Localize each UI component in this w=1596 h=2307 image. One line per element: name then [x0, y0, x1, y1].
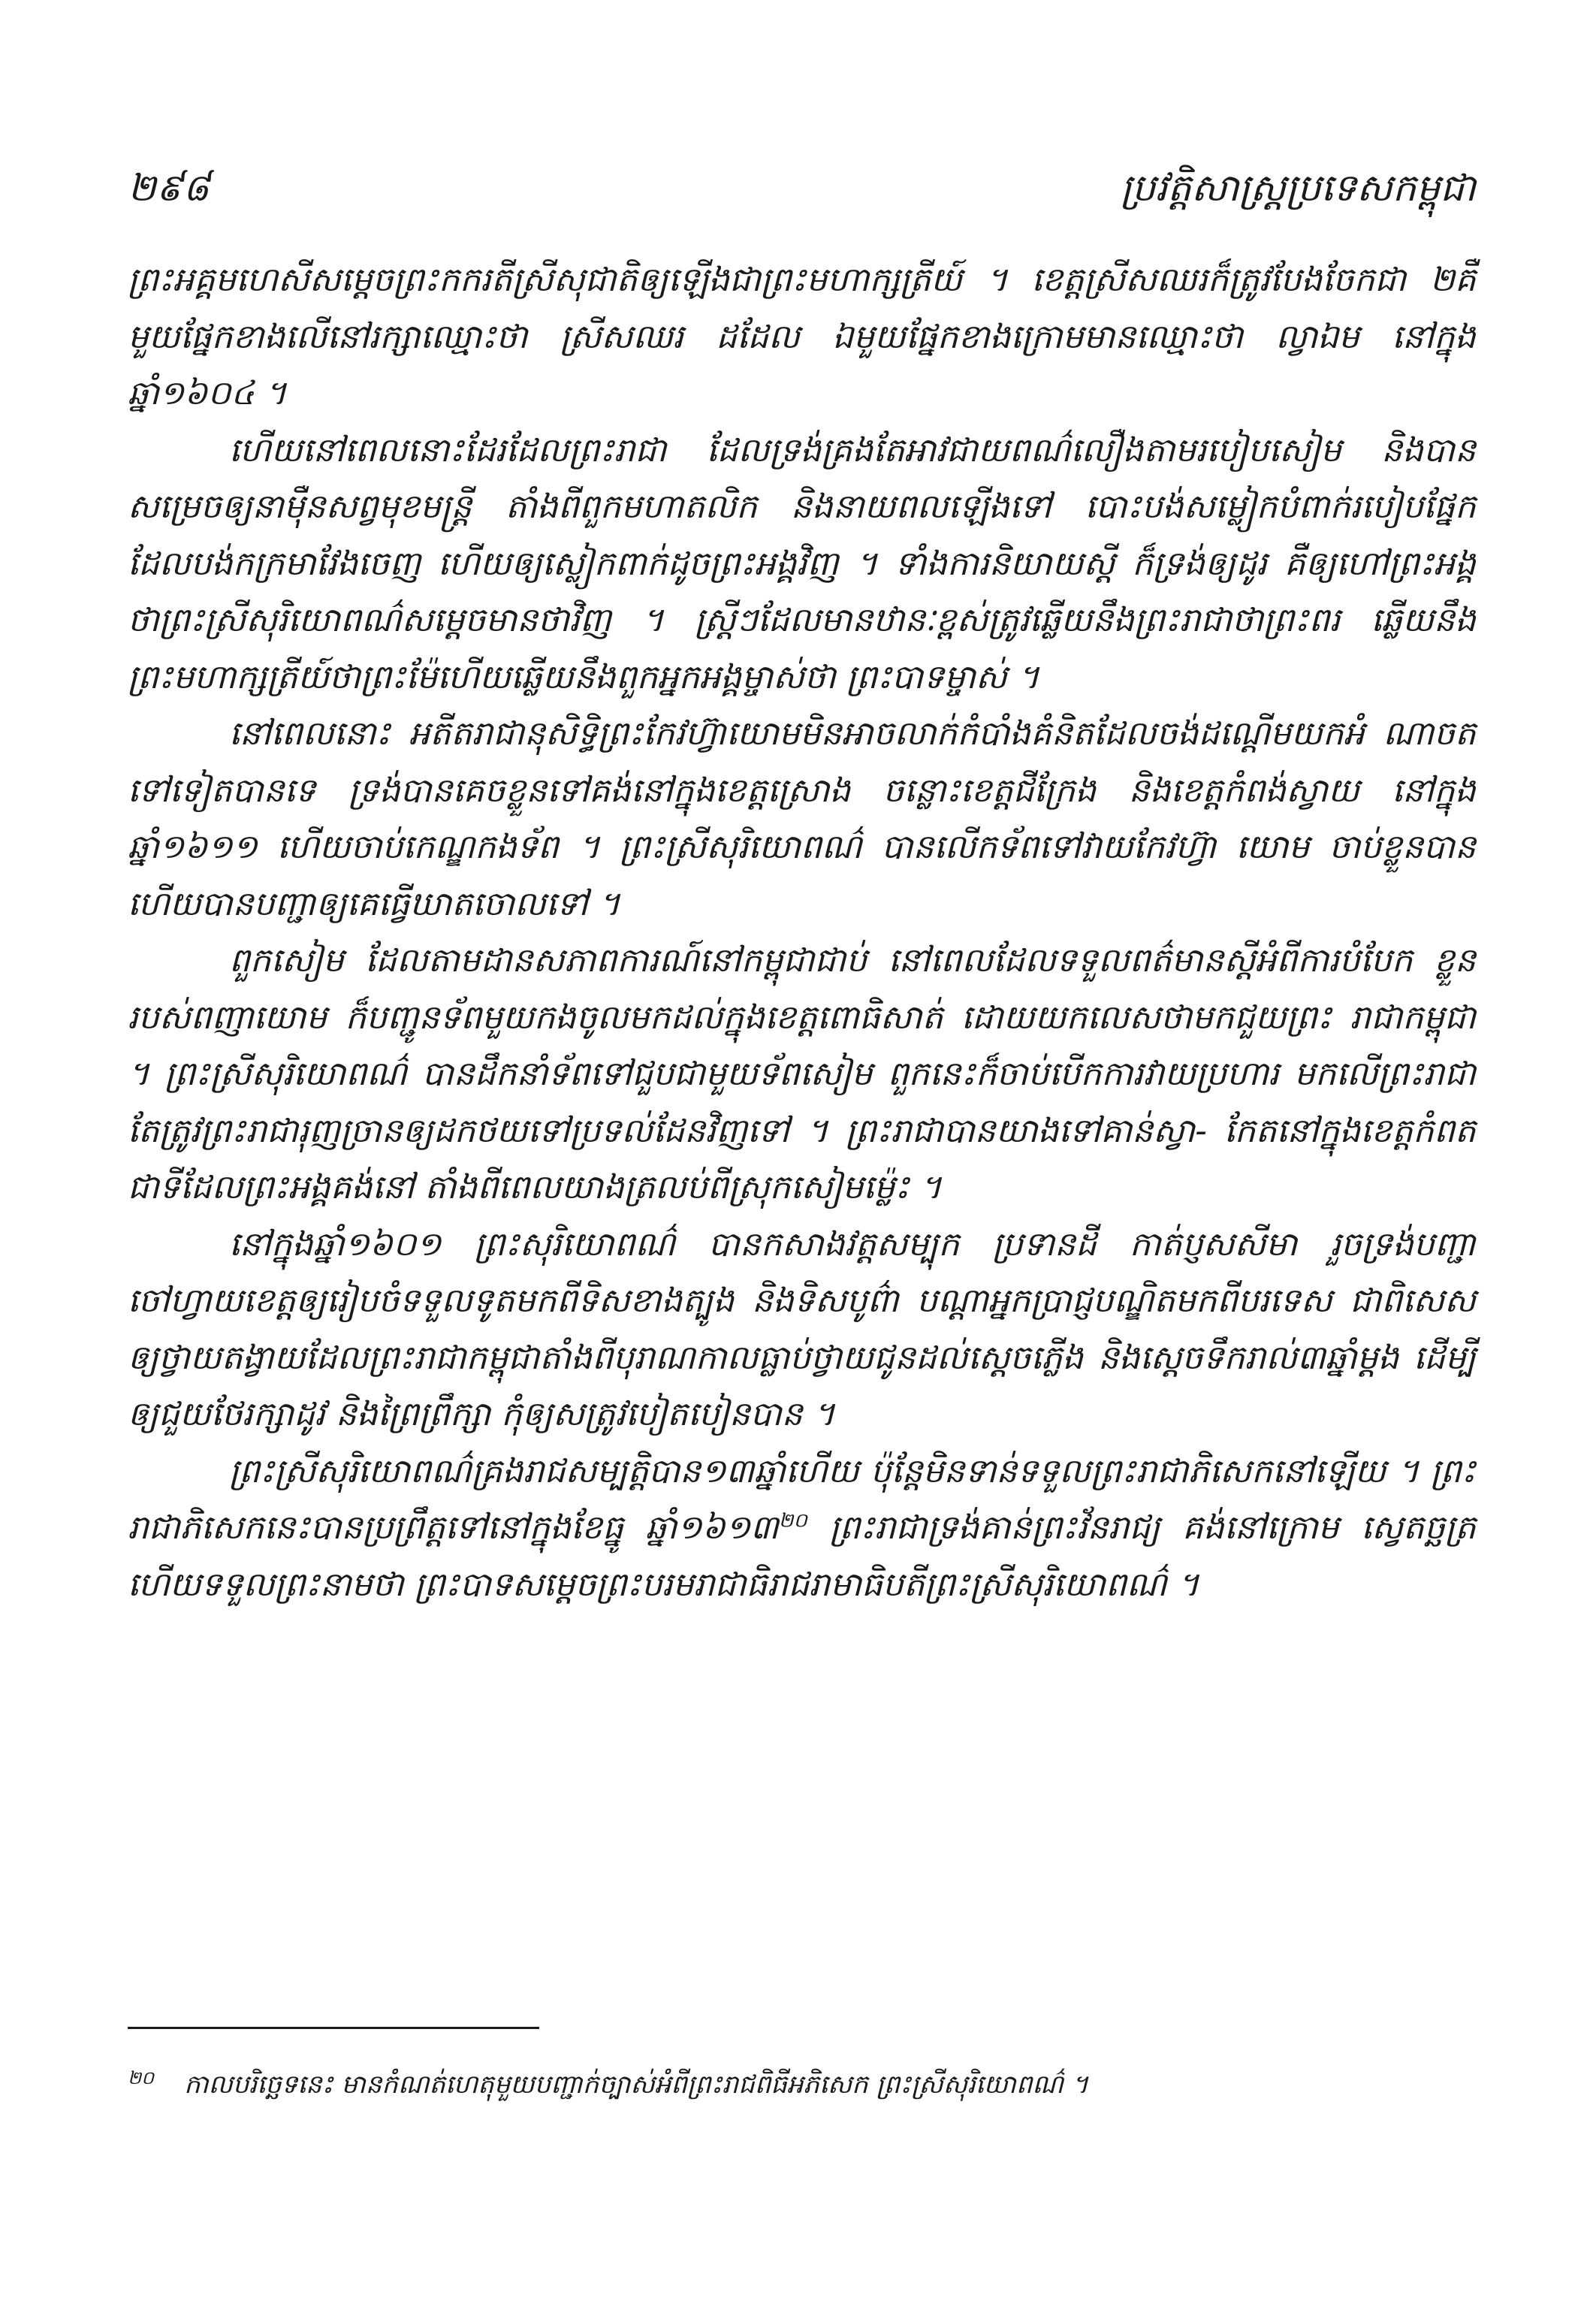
body-text [128, 252, 1476, 1613]
page-header [128, 154, 1476, 222]
footnote [128, 2062, 1476, 2107]
footnote-divider [128, 2027, 539, 2029]
footnote-number: ២០ [128, 2067, 155, 2088]
footnote-text: កាលបរិច្ឆេទនេះ មានកំណត់ហេតុមួយបញ្ជាក់ច្បាស់អំពីព្រះរាជពិធីអភិសេក ព្រះស្រីសុរិយោពណ៌ ។ [184, 2070, 1089, 2100]
paragraph-6: ព្រះស្រីសុរិយោពណ៌គ្រងរាជសម្បត្តិបាន១៣ឆ្នាំហើយ ប៉ុន្តែមិនទាន់ទទួលព្រះរាជាភិសេកនៅឡើយ ។ ព្រះរាជាភិសេកនេះបានប្រព្រឹត្តទៅនៅក្នុងខែធ្នូ ឆ្នាំ១៦១៣$^{២០}$ ព្រះរាជាទ្រង់គាន់ព្រះវ័នរាជ្យ គង់នៅក្រោម ស្វេតច្ឆត្រ ហើយទទួលព្រះនាមថា ព្រះបាទសម្តេចព្រះបរមរាជាធិរាជរាមាធិបតីព្រះស្រីសុរិយោពណ៌ ។ [128, 1451, 1476, 1604]
paragraph-5: នៅក្នុងឆ្នាំ១៦០១ ព្រះសុរិយោពណ៌ បានកសាងវត្តសម្បុក ប្រទានដី កាត់ប្ញសសីមា រួចទ្រង់បញ្ជា ចៅហ្វាយខេត្តឲ្យរៀបចំទទួលទូតមកពីទិសខាងត្បូង និងទិសបូព៌ា បណ្តាអ្នកប្រាជ្ញបណ្ឌិតមកពីបរទេស ជាពិសេស ឲ្យថ្វាយតង្វាយដែលព្រះរាជាកម្ពុជាតាំងពីបុរាណកាលធ្លាប់ថ្វាយជូនដល់ស្តេចភ្លើង និងស្តេចទឹករាល់៣ឆ្នាំម្តង ដើម្បីឲ្យជួយថែរក្សាដូវ និងព្រៃព្រឹក្សា កុំឲ្យសត្រូវបៀតបៀនបាន ។ [128, 1224, 1476, 1433]
page-number: ២៩៨ [128, 166, 210, 210]
paragraph-2: ហើយនៅពេលនោះដែរដែលព្រះរាជា ដែលទ្រង់គ្រងតែអាវជាយពណ៌លឿងតាមរបៀបសៀម និងបាន សម្រេចឲ្យនាម៉ឺនសព្វមុខមន្ត្រី តាំងពីពួកមហាតលិក និងនាយពលឡើងទៅ បោះបង់សម្លៀកបំពាក់របៀបផ្នែក ដែលបង់កក្រមាវែងចេញ ហើយឲ្យស្លៀកពាក់ដូចព្រះអង្គវិញ ។ ទាំងការនិយាយស្តី ក៏ទ្រង់ឲ្យដូរ គឺឲ្យហៅព្រះអង្គ ថាព្រះស្រីសុរិយោពណ៌សម្តេចមានថាវិញ ។ ស្ត្រីៗដែលមានឋានៈខ្ពស់ត្រូវឆ្លើយនឹងព្រះរាជាថាព្រះពរ ឆ្លើយនឹង ព្រះមហាក្សត្រីយ៍ថាព្រះម៉ែហើយឆ្លើយនឹងពួកអ្នកអង្គម្ចាស់ថា ព្រះបាទម្ចាស់ ។ [128, 430, 1476, 696]
running-title: ប្រវត្តិសាស្ត្រប្រទេសកម្ពុជា [1120, 166, 1476, 210]
paragraph-3: នៅពេលនោះ អតីតរាជានុសិទ្ធិព្រះកែវហ៊្វាយោមមិនអាចលាក់កំបាំងគំនិតដែលចង់ដណ្តើមយកអំ ណាចតទៅទៀតបានទេ ទ្រង់បានគេចខ្លួនទៅគង់នៅក្នុងខេត្តស្រោង ចន្លោះខេត្តជីក្រែង និងខេត្តកំពង់ស្វាយ នៅក្នុងឆ្នាំ១៦១១ ហើយចាប់កេណ្ឌកងទ័ព ។ ព្រះស្រីសុរិយោពណ៌ បានលើកទ័ពទៅវាយកែវហ៊្វា យោម ចាប់ខ្លួនបាន ហើយបានបញ្ជាឲ្យគេធ្វើឃាតចោលទៅ ។ [128, 714, 1476, 923]
paragraph-1: ព្រះអគ្គមហេសីសម្តេចព្រះកករតីស្រីសុជាតិឲ្យឡើងជាព្រះមហាក្សត្រីយ៍ ។ ខេត្តស្រីសឈរក៏ត្រូវបែងចែកជា ២គឺ មួយផ្នែកខាងលើនៅរក្សាឈ្មោះថា ស្រីសឈរ ដដែល ឯមួយផ្នែកខាងក្រោមមានឈ្មោះថា ល្វាឯម នៅក្នុងឆ្នាំ១៦០៤ ។ [128, 261, 1476, 412]
footnote-reference[interactable]: ២០ [778, 1509, 807, 1532]
paragraph-4: ពួកសៀម ដែលតាមដានសភាពការណ៍នៅកម្ពុជាជាប់ នៅពេលដែលទទួលពត៌មានស្តីអំពីការបំបែក ខ្លួនរបស់ពញាយោម ក៏បញ្ជូនទ័ពមួយកងចូលមកដល់ក្នុងខេត្តពោធិសាត់ ដោយយកលេសថាមកជួយព្រះ រាជាកម្ពុជា ។ ព្រះស្រីសុរិយោពណ៌ បានដឹកនាំទ័ពទៅជួបជាមួយទ័ពសៀម ពួកនេះក៏ចាប់បើកការវាយប្រហារ មកលើព្រះរាជា តែត្រូវព្រះរាជារុញច្រានឲ្យដកថយទៅប្រទល់ដែនវិញទៅ ។ ព្រះរាជាបានយាងទៅគាន់ស្វា- កែតនៅក្នុងខេត្តកំពត ជាទីដែលព្រះអង្គគង់នៅ តាំងពីពេលយាងត្រលប់ពីស្រុកសៀមម៉្លេះ ។ [128, 941, 1476, 1206]
